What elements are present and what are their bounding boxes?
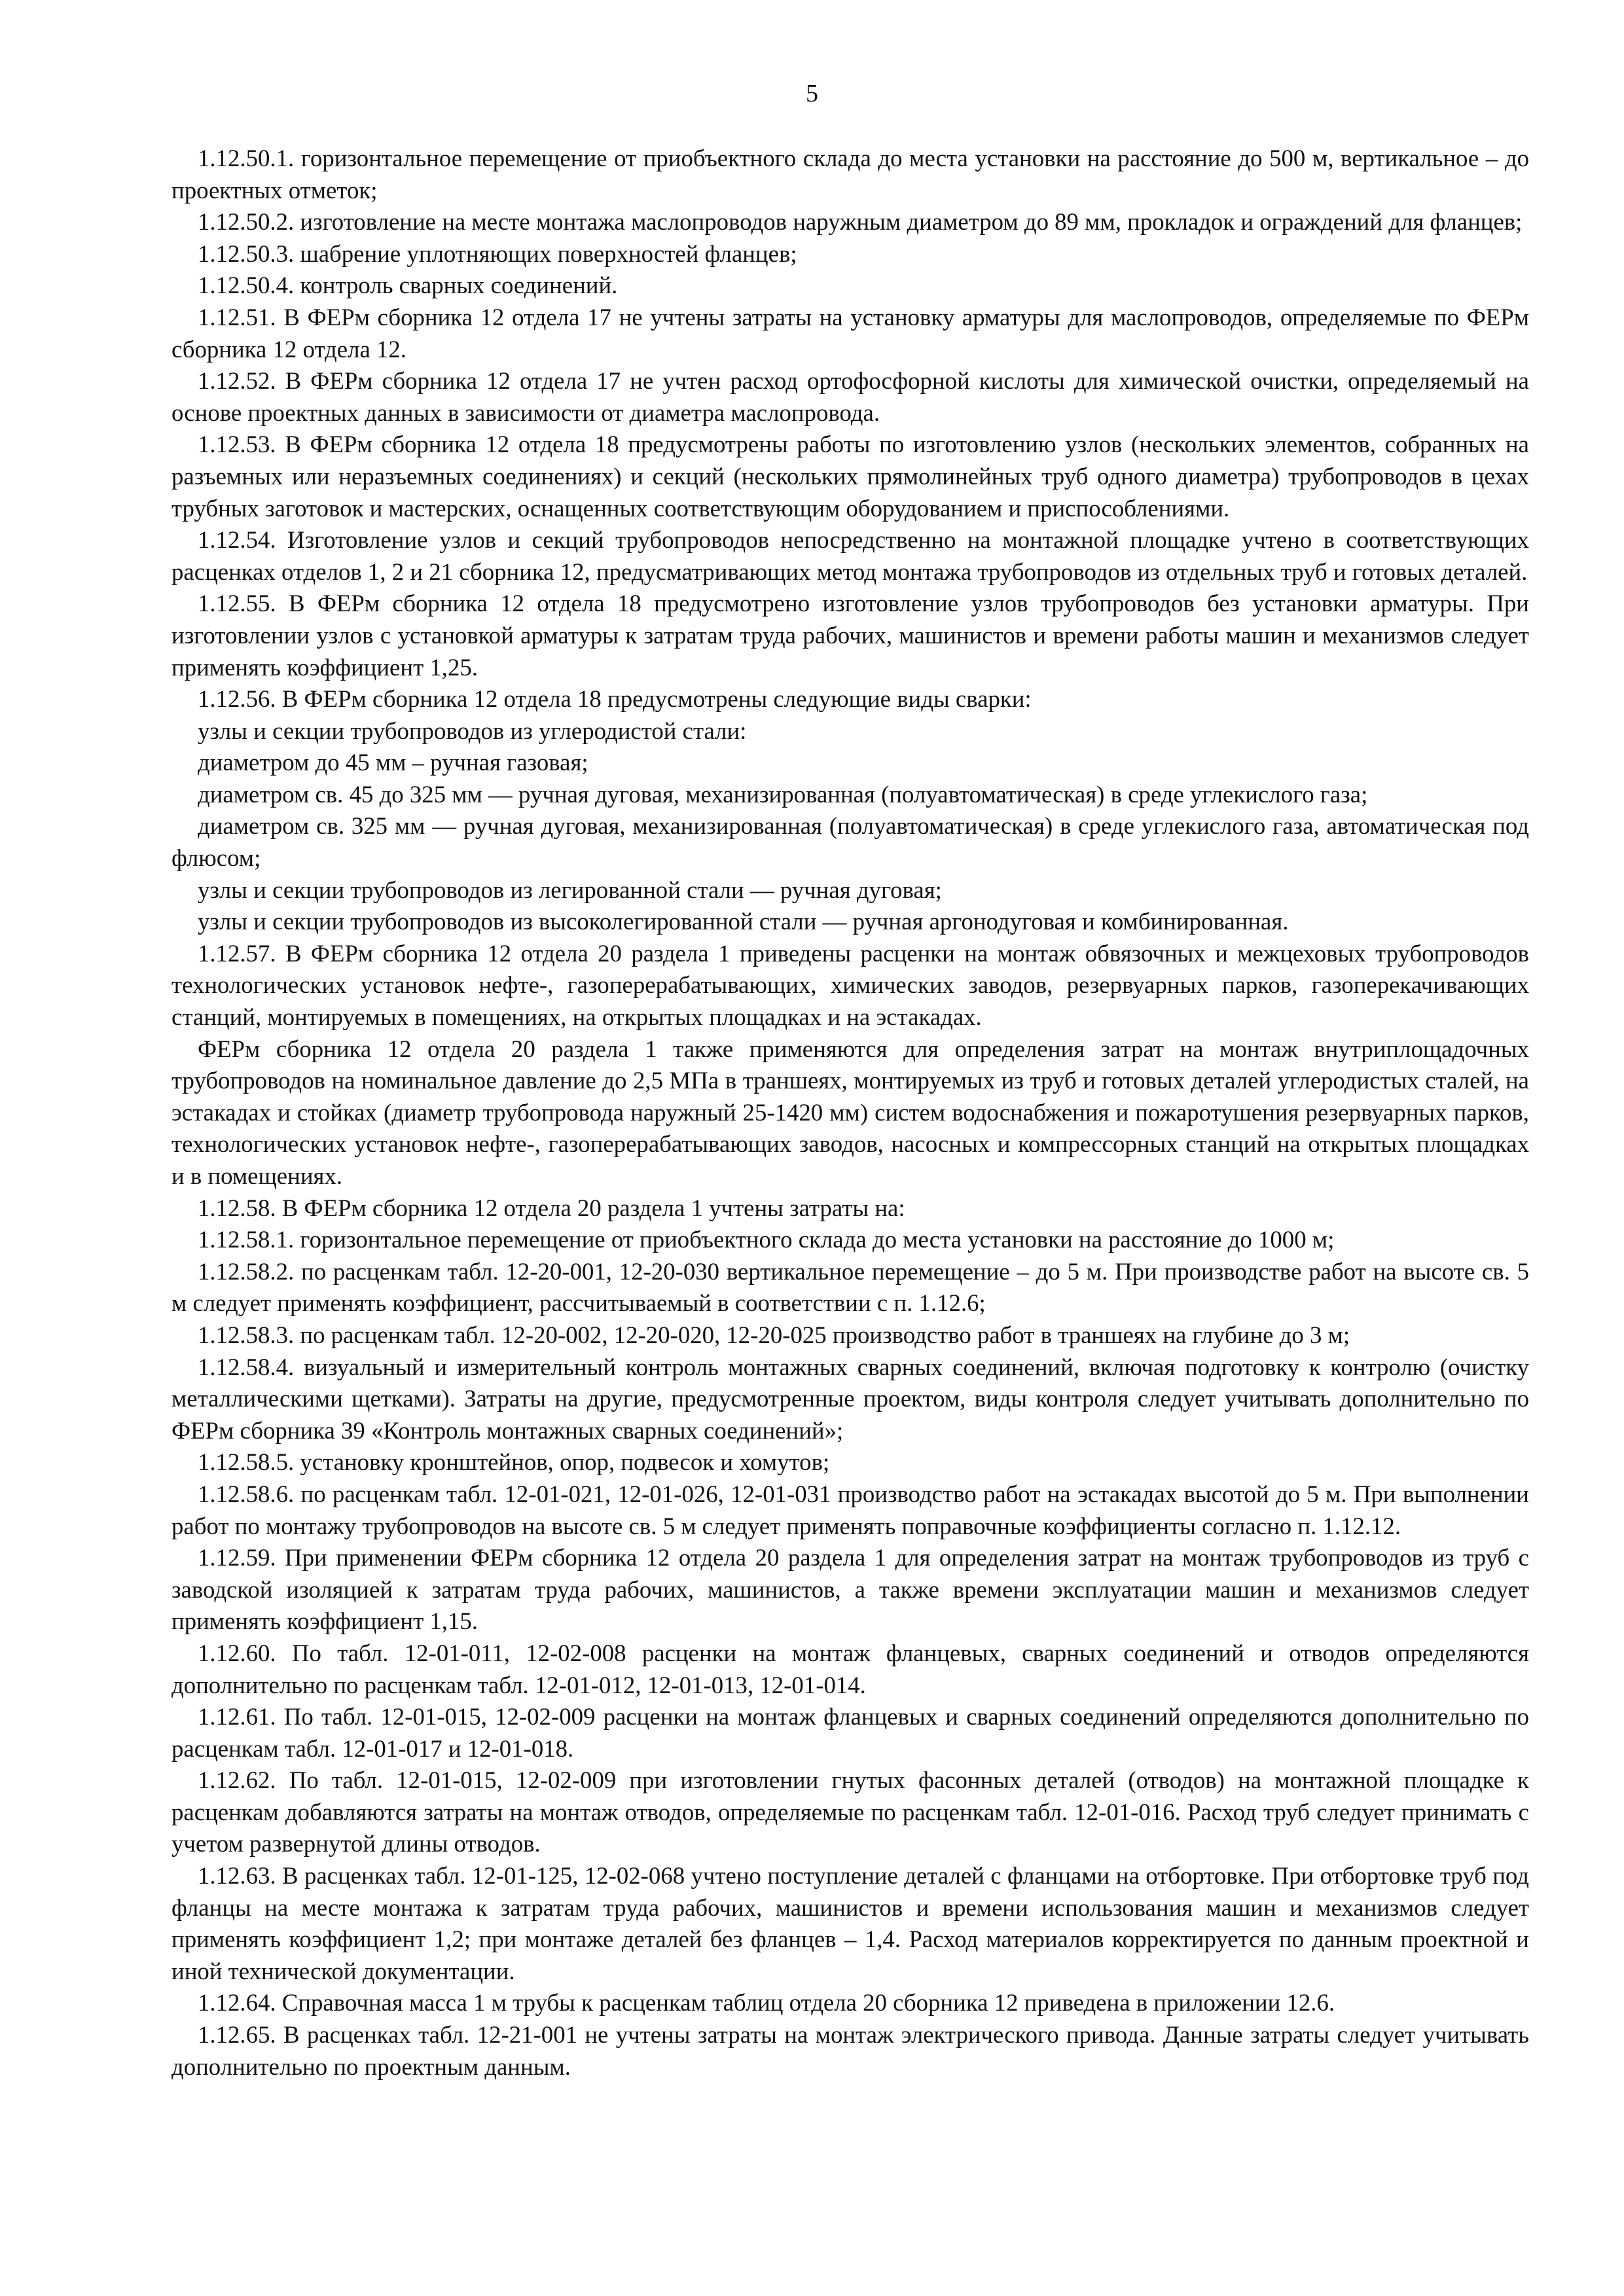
paragraph: 1.12.50.1. горизонтальное перемещение от приобъектного склада до места установки на расстояние до 500 м, вертикальное – до проектных отметок;: [171, 145, 1529, 204]
page-number: 5: [806, 80, 818, 107]
paragraph: узлы и секции трубопроводов из углеродистой стали:: [198, 717, 747, 744]
paragraph: 1.12.58.6. по расценкам табл. 12-01-021, 12-01-026, 12-01-031 производство работ на эстакадах высотой до 5 м. При выполнении работ по монтажу трубопроводов на высоте св. 5 м следует применять поправочные коэффициенты согласно п. 1.12.12.: [171, 1480, 1529, 1539]
paragraph: 1.12.50.4. контроль сварных соединений.: [198, 272, 618, 299]
paragraph: 1.12.55. В ФЕРм сборника 12 отдела 18 предусмотрено изготовление узлов трубопроводов без установки арматуры. При изготовлении узлов с установкой арматуры к затратам труда рабочих, машинистов и времени работы машин и механизмов следует применять коэффициент 1,25.: [171, 590, 1529, 681]
paragraph: 1.12.50.3. шабрение уплотняющих поверхностей фланцев;: [198, 240, 797, 267]
paragraph: 1.12.58.1. горизонтальное перемещение от приобъектного склада до места установки на расстояние до 1000 м;: [198, 1226, 1335, 1253]
paragraph: 1.12.62. По табл. 12-01-015, 12-02-009 при изготовлении гнутых фасонных деталей (отводов) на монтажной площадке к расценкам добавляются затраты на монтаж отводов, определяемые по расценкам табл. 12-01-016. Расход труб следует принимать с учетом развернутой длины отводов.: [171, 1767, 1529, 1857]
paragraph: 1.12.58.3. по расценкам табл. 12-20-002, 12-20-020, 12-20-025 производство работ в траншеях на глубине до 3 м;: [198, 1321, 1350, 1348]
body-text: [171, 143, 1529, 2083]
paragraph: 1.12.58.5. установку кронштейнов, опор, подвесок и хомутов;: [198, 1448, 830, 1476]
paragraph: 1.12.59. При применении ФЕРм сборника 12 отдела 20 раздела 1 для определения затрат на монтаж трубопроводов из труб с заводской изоляцией к затратам труда рабочих, машинистов, а также времени эксплуатации машин и механизмов следует применять коэффициент 1,15.: [171, 1544, 1529, 1635]
paragraph: 1.12.60. По табл. 12-01-011, 12-02-008 расценки на монтаж фланцевых, сварных соединений и отводов определяются дополнительно по расценкам табл. 12-01-012, 12-01-013, 12-01-014.: [171, 1639, 1529, 1698]
paragraph: ФЕРм сборника 12 отдела 20 раздела 1 также применяются для определения затрат на монтаж внутриплощадочных трубопроводов на номинальное давление до 2,5 МПа в траншеях, монтируемых из труб и готовых деталей углеродистых сталей, на эстакадах и стойках (диаметр трубопровода наружный 25-1420 мм) систем водоснабжения и пожаротушения резервуарных парков, технологических установок нефте-, газоперерабатывающих заводов, насосных и компрессорных станций на открытых площадках и в помещениях.: [171, 1035, 1529, 1189]
paragraph: 1.12.64. Справочная масса 1 м трубы к расценкам таблиц отдела 20 сборника 12 приведена в приложении 12.6.: [198, 1989, 1335, 2017]
paragraph: диаметром до 45 мм – ручная газовая;: [198, 749, 588, 776]
paragraph: 1.12.54. Изготовление узлов и секций трубопроводов непосредственно на монтажной площадке учтено в соответствующих расценках отделов 1, 2 и 21 сборника 12, предусматривающих метод монтажа трубопроводов из отдельных труб и готовых деталей.: [171, 526, 1529, 585]
paragraph: 1.12.56. В ФЕРм сборника 12 отдела 18 предусмотрены следующие виды сварки:: [198, 685, 1032, 713]
paragraph: 1.12.52. В ФЕРм сборника 12 отдела 17 не учтен расход ортофосфорной кислоты для химической очистки, определяемый на основе проектных данных в зависимости от диаметра маслопровода.: [171, 367, 1529, 426]
paragraph: диаметром св. 45 до 325 мм — ручная дуговая, механизированная (полуавтоматическая) в среде углекислого газа;: [198, 780, 1368, 808]
paragraph: 1.12.50.2. изготовление на месте монтажа маслопроводов наружным диаметром до 89 мм, прокладок и ограждений для фланцев;: [198, 208, 1523, 236]
paragraph: 1.12.57. В ФЕРм сборника 12 отдела 20 раздела 1 приведены расценки на монтаж обвязочных и межцеховых трубопроводов технологических установок нефте-, газоперерабатывающих, химических заводов, резервуарных парков, газоперекачивающих станций, монтируемых в помещениях, на открытых площадках и на эстакадах.: [171, 939, 1529, 1031]
paragraph: 1.12.61. По табл. 12-01-015, 12-02-009 расценки на монтаж фланцевых и сварных соединений определяются дополнительно по расценкам табл. 12-01-017 и 12-01-018.: [171, 1703, 1529, 1762]
paragraph: 1.12.51. В ФЕРм сборника 12 отдела 17 не учтены затраты на установку арматуры для маслопроводов, определяемые по ФЕРм сборника 12 отдела 12.: [171, 303, 1529, 363]
paragraph: 1.12.58.2. по расценкам табл. 12-20-001, 12-20-030 вертикальное перемещение – до 5 м. При производстве работ на высоте св. 5 м следует применять коэффициент, рассчитываемый в соответствии с п. 1.12.6;: [171, 1257, 1529, 1317]
paragraph: узлы и секции трубопроводов из легированной стали — ручная дуговая;: [198, 876, 942, 903]
paragraph: 1.12.63. В расценках табл. 12-01-125, 12-02-068 учтено поступление деталей с фланцами на отбортовке. При отбортовке труб под фланцы на месте монтажа к затратам труда рабочих, машинистов и времени использования машин и механизмов следует применять коэффициент 1,2; при монтаже деталей без фланцев – 1,4. Расход материалов корректируется по данным проектной и иной технической документации.: [171, 1862, 1529, 1984]
paragraph: 1.12.58. В ФЕРм сборника 12 отдела 20 раздела 1 учтены затраты на:: [198, 1194, 905, 1221]
paragraph: узлы и секции трубопроводов из высоколегированной стали — ручная аргонодуговая и комбинированная.: [198, 908, 1289, 935]
paragraph: 1.12.53. В ФЕРм сборника 12 отдела 18 предусмотрены работы по изготовлению узлов (нескольких элементов, собранных на разъемных или неразъемных соединениях) и секций (нескольких прямолинейных труб одного диаметра) трубопроводов в цехах трубных заготовок и мастерских, оснащенных соответствующим оборудованием и приспособлениями.: [171, 431, 1529, 522]
paragraph: 1.12.65. В расценках табл. 12-21-001 не учтены затраты на монтаж электрического привода. Данные затраты следует учитывать дополнительно по проектным данным.: [171, 2021, 1529, 2080]
paragraph: 1.12.58.4. визуальный и измерительный контроль монтажных сварных соединений, включая подготовку к контролю (очистку металлическими щетками). Затраты на другие, предусмотренные проектом, виды контроля следует учитывать дополнительно по ФЕРм сборника 39 «Контроль монтажных сварных соединений»;: [171, 1353, 1529, 1444]
paragraph: диаметром св. 325 мм — ручная дуговая, механизированная (полуавтоматическая) в среде углекислого газа, автоматическая под флюсом;: [171, 812, 1529, 872]
